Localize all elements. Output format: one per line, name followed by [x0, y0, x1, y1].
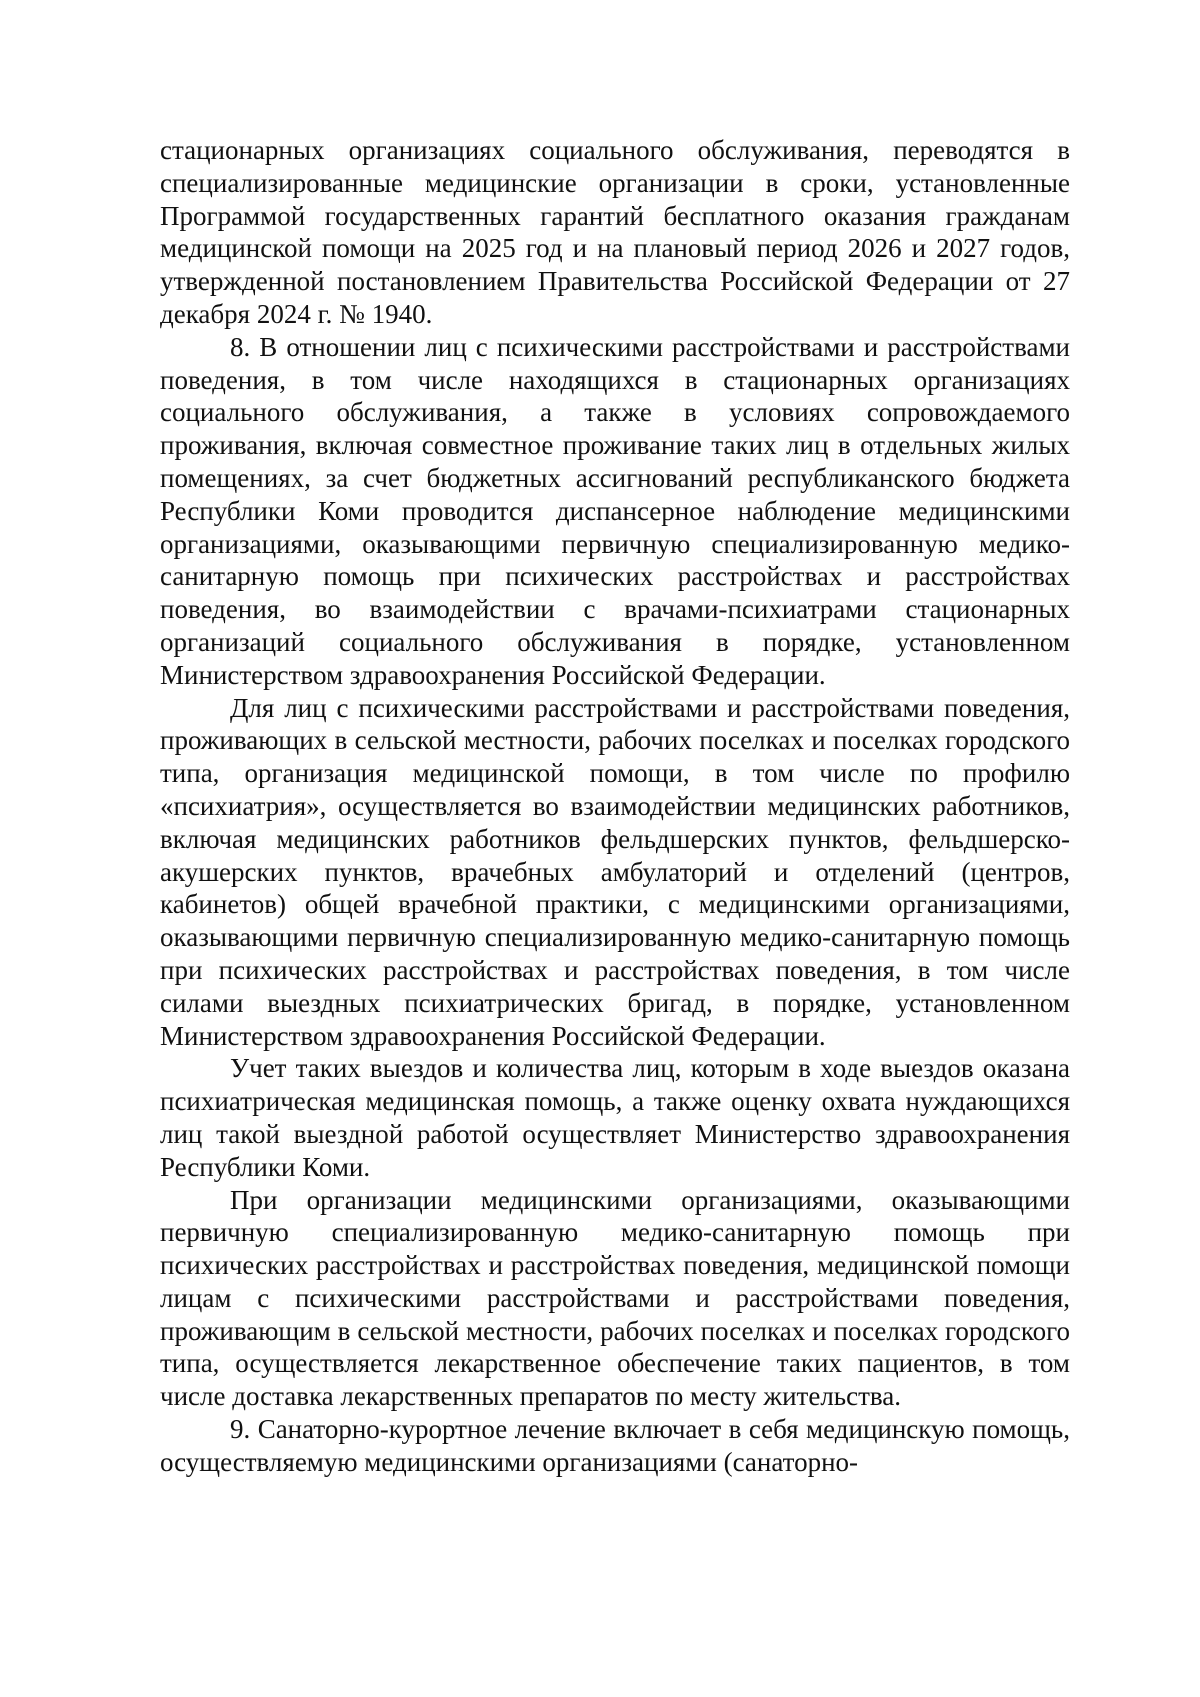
paragraph-item-8: 8. В отношении лиц с психическими расстройствами и расстройствами поведения, в том числе находящихся в стационарных организациях социального обслуживания, а также в условиях сопровождаемого проживания, включая совместное проживание таких лиц в отдельных жилых помещениях, за счет бюджетных ассигнований республиканского бюджета Республики Коми проводится диспансерное наблюдение медицинскими организациями, оказывающими первичную специализированную медико-санитарную помощь при психических расстройствах и расстройствах поведения, во взаимодействии с врачами-психиатрами стационарных организаций социального обслуживания в порядке, установленном Министерством здравоохранения Российской Федерации.	[160, 331, 1070, 690]
paragraph-continuation: стационарных организациях социального обслуживания, переводятся в специализированные медицинские организации в сроки, установленные Программой государственных гарантий бесплатного оказания гражданам медицинской помощи на 2025 год и на плановый период 2026 и 2027 годов, утвержденной постановлением Правительства Российской Федерации от 27 декабря 2024 г. № 1940.	[160, 135, 1070, 329]
paragraph-drug-supply: При организации медицинскими организациями, оказывающими первичную специализированную медико-санитарную помощь при психических расстройствах и расстройствах поведения, медицинской помощи лицам с психическими расстройствами и расстройствами поведения, проживающим в сельской местности, рабочих поселках и поселках городского типа, осуществляется лекарственное обеспечение таких пациентов, в том числе доставка лекарственных препаратов по месту жительства.	[160, 1184, 1070, 1412]
paragraph-visit-accounting: Учет таких выездов и количества лиц, которым в ходе выездов оказана психиатрическая медицинская помощь, а также оценку охвата нуждающихся лиц такой выездной работой осуществляет Министерство здравоохранения Республики Коми.	[160, 1053, 1070, 1182]
document-page	[160, 134, 1070, 1479]
paragraph-item-9: 9. Санаторно-курортное лечение включает в себя медицинскую помощь, осуществляемую медицинскими организациями (санаторно-	[160, 1414, 1070, 1477]
paragraph-rural-care: Для лиц с психическими расстройствами и расстройствами поведения, проживающих в сельской местности, рабочих поселках и поселках городского типа, организация медицинской помощи, в том числе по профилю «психиатрия», осуществляется во взаимодействии медицинских работников, включая медицинских работников фельдшерских пунктов, фельдшерско-акушерских пунктов, врачебных амбулаторий и отделений (центров, кабинетов) общей врачебной практики, с медицинскими организациями, оказывающими первичную специализированную медико-санитарную помощь при психических расстройствах и расстройствах поведения, в том числе силами выездных психиатрических бригад, в порядке, установленном Министерством здравоохранения Российской Федерации.	[160, 692, 1070, 1051]
